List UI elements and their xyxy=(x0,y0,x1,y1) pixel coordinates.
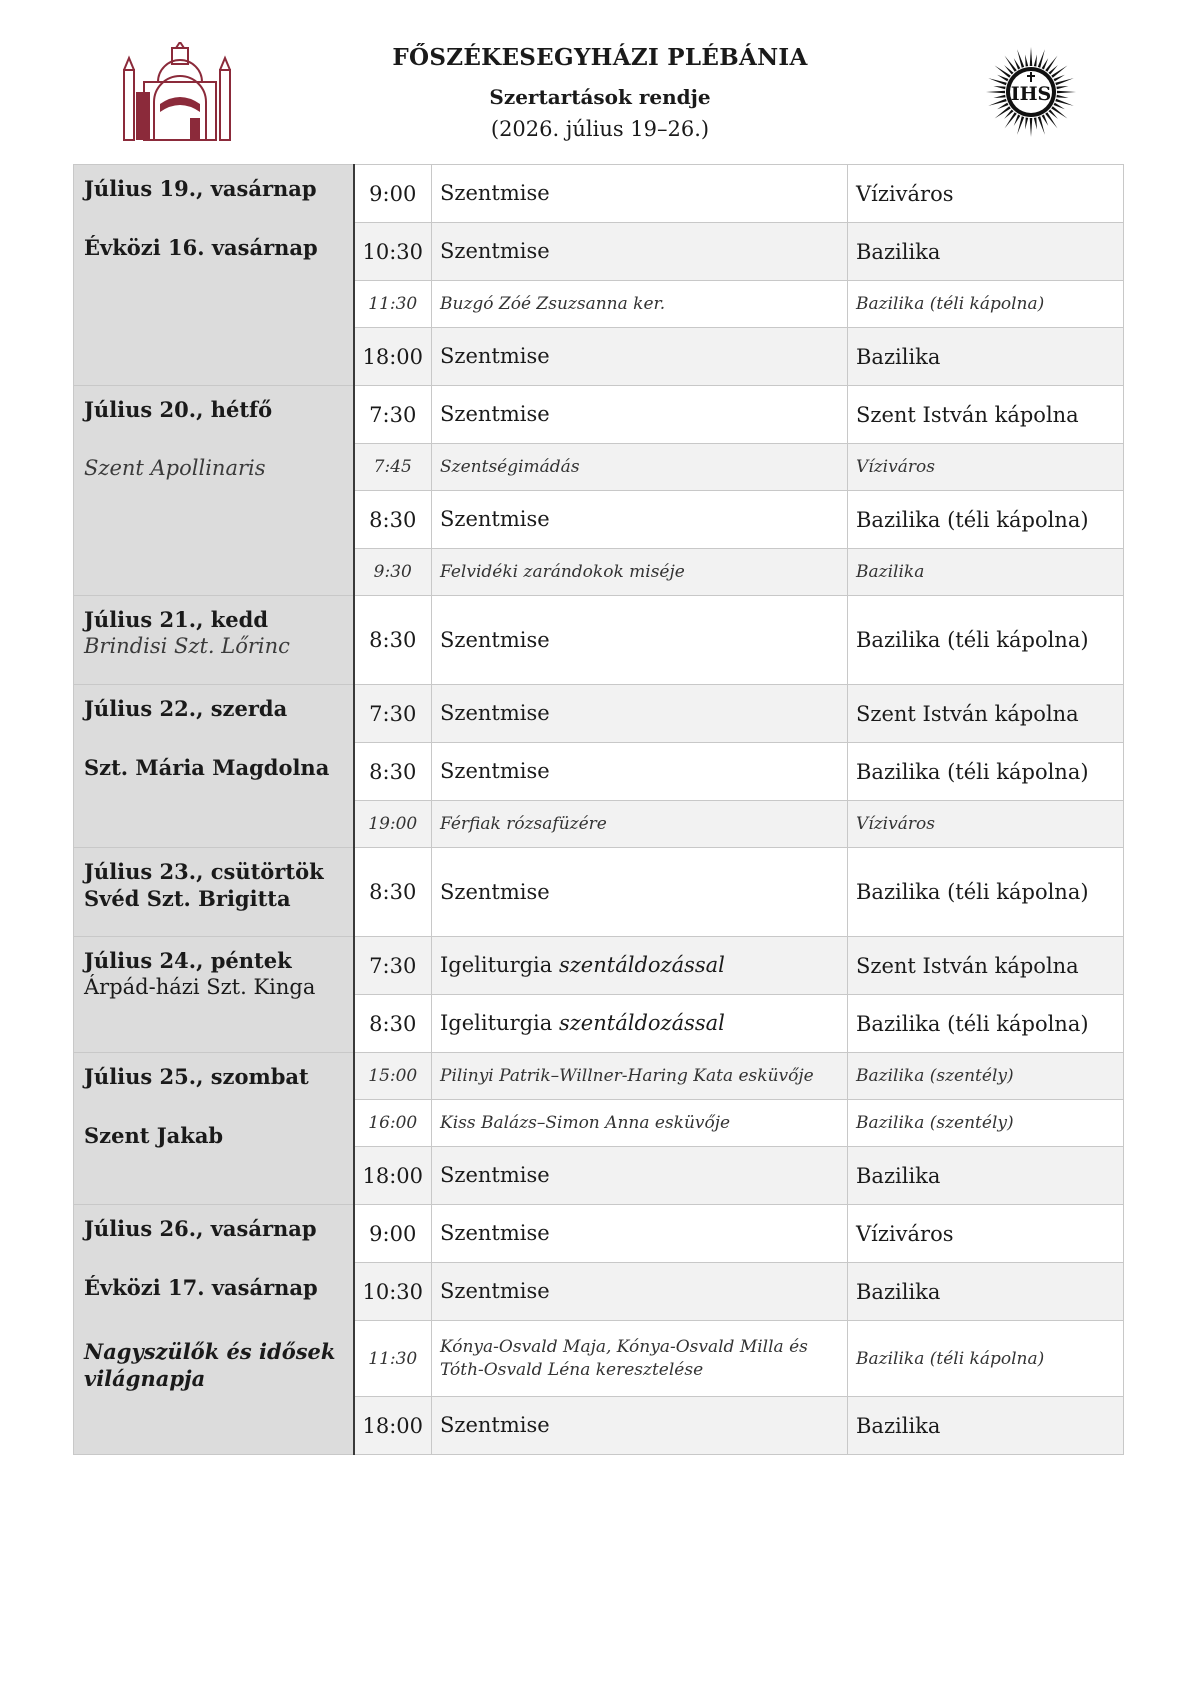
day-cell xyxy=(74,165,354,386)
event-label: Igeliturgia xyxy=(440,1011,553,1036)
day-date: Július 20., hétfő xyxy=(84,397,273,422)
event-name xyxy=(432,848,848,937)
ihs-seal-text: IHS xyxy=(1010,83,1052,105)
event-location: Szent István kápolna xyxy=(848,937,1124,995)
event-label: Pilinyi Patrik–Willner-Haring Kata esküvője xyxy=(440,1065,814,1086)
day-cell xyxy=(74,848,354,937)
event-name xyxy=(432,1397,848,1455)
event-name xyxy=(432,491,848,549)
event-time: 18:00 xyxy=(354,328,432,386)
event-label: Szentmise xyxy=(440,344,550,369)
event-label: Szentmise xyxy=(440,1279,550,1304)
event-label-emphasis: szentáldozással xyxy=(558,953,725,978)
event-location: Bazilika xyxy=(848,223,1124,281)
event-label: Szentmise xyxy=(440,239,550,264)
page-subtitle: Szertartások rendje xyxy=(489,85,711,109)
event-time: 7:30 xyxy=(354,937,432,995)
day-feast: Évközi 17. vasárnap xyxy=(84,1275,318,1301)
event-time: 9:00 xyxy=(354,1205,432,1263)
event-time: 7:45 xyxy=(354,444,432,491)
event-name xyxy=(432,386,848,444)
schedule-row xyxy=(74,1053,1124,1100)
event-location: Bazilika xyxy=(848,328,1124,386)
day-feast: Szent Apollinaris xyxy=(84,456,266,481)
event-location: Szent István kápolna xyxy=(848,386,1124,444)
event-location: Bazilika xyxy=(848,1397,1124,1455)
event-label: Szentmise xyxy=(440,1221,550,1246)
event-name xyxy=(432,223,848,281)
event-time: 10:30 xyxy=(354,1263,432,1321)
event-time: 18:00 xyxy=(354,1147,432,1205)
event-time: 9:00 xyxy=(354,165,432,223)
schedule-row xyxy=(74,165,1124,223)
event-location: Víziváros xyxy=(848,1205,1124,1263)
event-label: Szentmise xyxy=(440,701,550,726)
event-label: Kónya-Osvald Maja, Kónya-Osvald Milla és Tóth-Osvald Léna keresztelése xyxy=(440,1336,808,1380)
event-time: 8:30 xyxy=(354,596,432,685)
day-date: Július 26., vasárnap xyxy=(84,1216,317,1241)
event-location: Bazilika xyxy=(848,1147,1124,1205)
day-date: Július 23., csütörtök xyxy=(84,859,324,884)
event-time: 8:30 xyxy=(354,848,432,937)
event-location: Bazilika (téli kápolna) xyxy=(848,1321,1124,1397)
event-name xyxy=(432,1205,848,1263)
event-time: 8:30 xyxy=(354,743,432,801)
schedule-row xyxy=(74,1205,1124,1263)
schedule-row xyxy=(74,386,1124,444)
page-title: FŐSZÉKESEGYHÁZI PLÉBÁNIA xyxy=(392,44,808,71)
day-cell xyxy=(74,1053,354,1205)
day-date: Július 25., szombat xyxy=(84,1064,309,1089)
day-feast: Szent Jakab xyxy=(84,1123,224,1149)
event-time: 19:00 xyxy=(354,801,432,848)
event-time: 7:30 xyxy=(354,386,432,444)
event-name xyxy=(432,1100,848,1147)
schedule-row xyxy=(74,685,1124,743)
event-name xyxy=(432,165,848,223)
event-label: Szentmise xyxy=(440,759,550,784)
event-location: Víziváros xyxy=(848,444,1124,491)
event-label: Szentmise xyxy=(440,879,550,904)
event-name xyxy=(432,1147,848,1205)
schedule-row xyxy=(74,848,1124,937)
event-label: Szentmise xyxy=(440,181,550,206)
day-cell xyxy=(74,386,354,596)
event-location: Bazilika (téli kápolna) xyxy=(848,848,1124,937)
event-label: Buzgó Zóé Zsuzsanna ker. xyxy=(440,293,666,314)
event-location: Bazilika xyxy=(848,1263,1124,1321)
date-range: (2026. július 19–26.) xyxy=(490,117,710,141)
schedule-row xyxy=(74,596,1124,685)
event-label: Férfiak rózsafüzére xyxy=(440,813,607,834)
event-time: 16:00 xyxy=(354,1100,432,1147)
event-location: Bazilika (téli kápolna) xyxy=(848,995,1124,1053)
event-time: 11:30 xyxy=(354,281,432,328)
event-name xyxy=(432,1053,848,1100)
event-name xyxy=(432,801,848,848)
day-cell xyxy=(74,596,354,685)
event-location: Bazilika xyxy=(848,549,1124,596)
day-date: Július 21., kedd xyxy=(84,607,268,632)
event-label: Szentségimádás xyxy=(440,456,580,477)
event-label: Kiss Balázs–Simon Anna esküvője xyxy=(440,1112,731,1133)
event-location: Víziváros xyxy=(848,165,1124,223)
event-name xyxy=(432,937,848,995)
event-label-emphasis: szentáldozással xyxy=(558,1011,725,1036)
event-location: Víziváros xyxy=(848,801,1124,848)
event-name xyxy=(432,444,848,491)
event-name xyxy=(432,995,848,1053)
event-name xyxy=(432,1263,848,1321)
day-feast: Brindisi Szt. Lőrinc xyxy=(84,634,290,659)
event-time: 18:00 xyxy=(354,1397,432,1455)
day-feast: Árpád-házi Szt. Kinga xyxy=(84,975,316,1000)
schedule-table xyxy=(73,164,1124,1455)
ihs-seal-icon xyxy=(985,46,1077,138)
day-cell xyxy=(74,1205,354,1455)
event-name xyxy=(432,1321,848,1397)
event-name xyxy=(432,743,848,801)
event-time: 8:30 xyxy=(354,995,432,1053)
day-feast: Nagyszülők és idősek világnapja xyxy=(84,1338,336,1391)
event-name xyxy=(432,596,848,685)
event-label: Szentmise xyxy=(440,627,550,652)
event-location: Bazilika (téli kápolna) xyxy=(848,491,1124,549)
event-label: Szentmise xyxy=(440,507,550,532)
event-time: 11:30 xyxy=(354,1321,432,1397)
event-label: Szentmise xyxy=(440,402,550,427)
event-time: 8:30 xyxy=(354,491,432,549)
day-date: Július 22., szerda xyxy=(84,696,288,721)
event-time: 15:00 xyxy=(354,1053,432,1100)
day-cell xyxy=(74,685,354,848)
event-time: 7:30 xyxy=(354,685,432,743)
day-cell xyxy=(74,937,354,1053)
event-label: Felvidéki zarándokok miséje xyxy=(440,561,685,582)
event-time: 10:30 xyxy=(354,223,432,281)
event-location: Szent István kápolna xyxy=(848,685,1124,743)
day-feast: Svéd Szt. Brigitta xyxy=(84,886,291,912)
event-label: Igeliturgia xyxy=(440,953,553,978)
event-location: Bazilika (téli kápolna) xyxy=(848,281,1124,328)
day-feast: Szt. Mária Magdolna xyxy=(84,755,330,781)
event-name xyxy=(432,685,848,743)
event-name xyxy=(432,328,848,386)
event-name xyxy=(432,281,848,328)
day-date: Július 19., vasárnap xyxy=(84,176,317,201)
event-time: 9:30 xyxy=(354,549,432,596)
event-name xyxy=(432,549,848,596)
schedule-row xyxy=(74,937,1124,995)
day-feast: Évközi 16. vasárnap xyxy=(84,235,318,261)
event-location: Bazilika (téli kápolna) xyxy=(848,596,1124,685)
event-location: Bazilika (téli kápolna) xyxy=(848,743,1124,801)
event-location: Bazilika (szentély) xyxy=(848,1053,1124,1100)
event-label: Szentmise xyxy=(440,1163,550,1188)
event-label: Szentmise xyxy=(440,1413,550,1438)
event-location: Bazilika (szentély) xyxy=(848,1100,1124,1147)
day-date: Július 24., péntek xyxy=(84,948,292,973)
page-header xyxy=(0,0,1200,160)
